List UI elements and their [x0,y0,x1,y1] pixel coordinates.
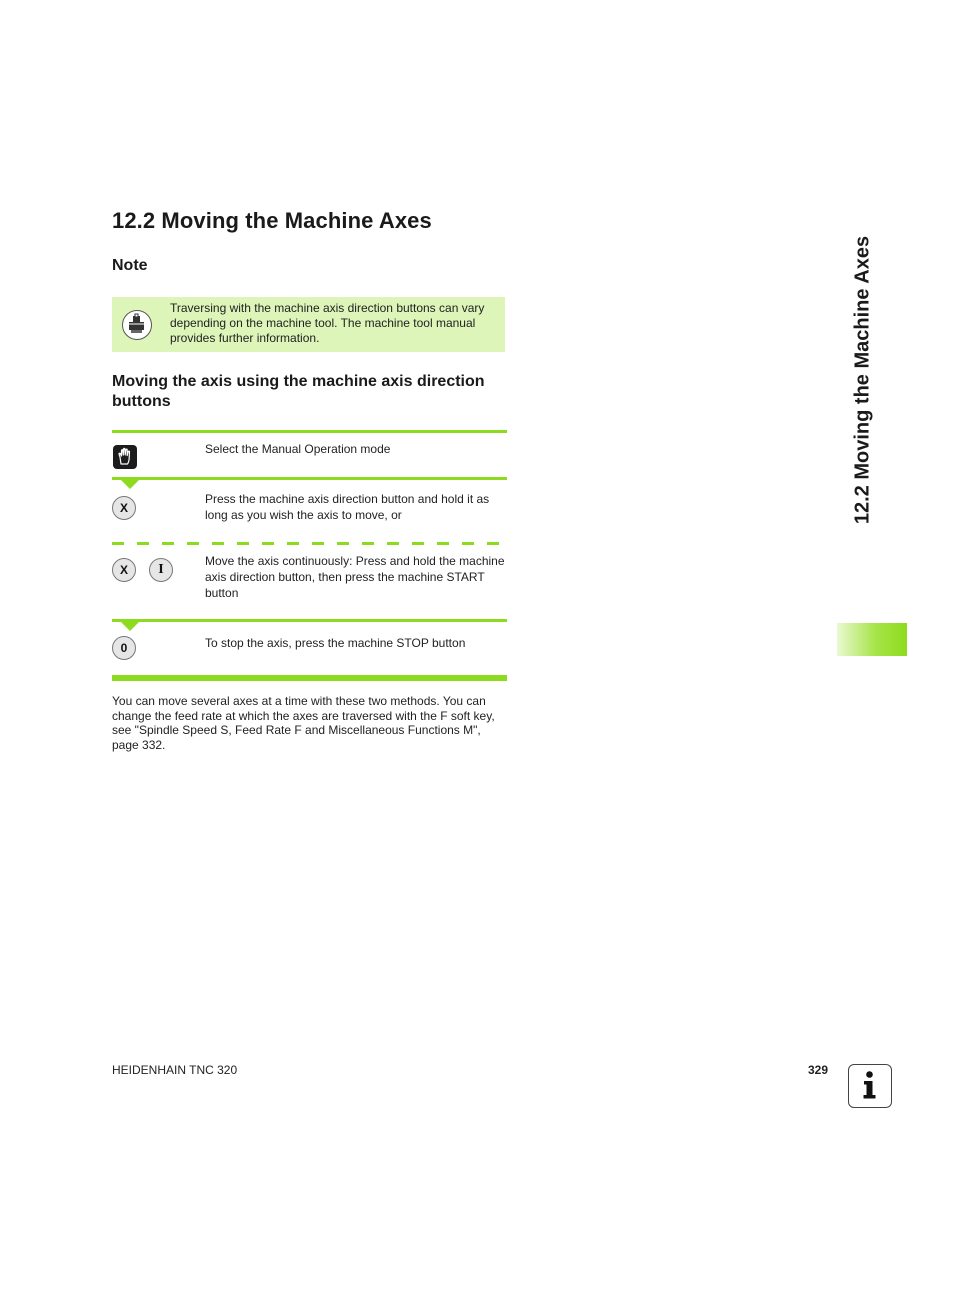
page-number: 329 [808,1063,829,1077]
axis-x-key[interactable]: X [112,496,136,520]
step-arrow [121,480,139,489]
info-icon[interactable] [848,1064,892,1108]
step-4-text: To stop the axis, press the machine STOP button [205,636,466,650]
machine-start-key[interactable]: I [149,558,173,582]
side-title-container [843,210,883,550]
table-top-rule [112,430,507,433]
step-2-text: Press the machine axis direction button and hold it as long as you wish the axis to move, or [205,492,490,522]
manual-operation-key[interactable] [113,445,137,469]
step-3-text: Move the axis continuously: Press and hold the machine axis direction button, then press the machine START button [205,554,505,600]
procedure-heading: Moving the axis using the machine axis direction buttons [112,373,485,410]
table-bottom-rule [112,675,507,681]
machine-tool-icon [122,310,152,340]
axis-x-key[interactable]: X [112,558,136,582]
step-divider [112,477,507,480]
step-divider [112,619,507,622]
side-running-title: 12.2 Moving the Machine Axes [851,235,874,525]
note-box [112,297,505,352]
note-heading: Note [112,257,148,274]
note-text: Traversing with the machine axis direction buttons can vary depending on the machine tool. The machine tool manual provides further information. [170,301,485,345]
step-dashed-divider [112,542,507,545]
footer-product: HEIDENHAIN TNC 320 [112,1063,238,1077]
machine-stop-key[interactable]: 0 [112,636,136,660]
chapter-tab [837,623,907,656]
step-1-text: Select the Manual Operation mode [205,442,391,456]
section-title: 12.2 Moving the Machine Axes [112,208,432,233]
step-arrow [121,622,139,631]
body-paragraph: You can move several axes at a time with these two methods. You can change the feed rate at which the axes are traversed with the F soft key, see "Spindle Speed S, Feed Rate F and Miscellaneous Functions M", page 332. [112,694,495,752]
